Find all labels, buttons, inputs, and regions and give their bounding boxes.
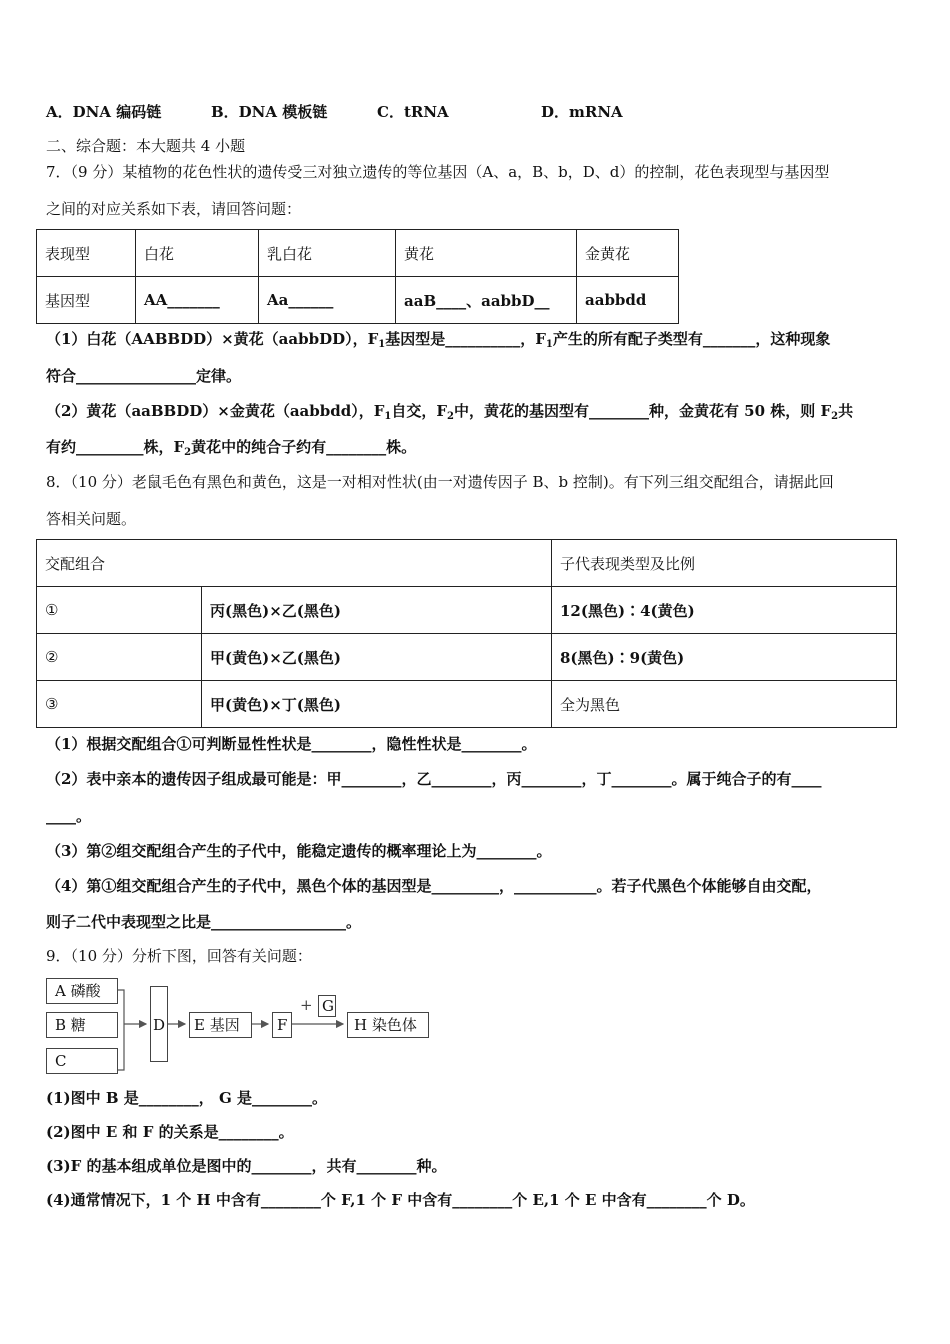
node-e: E 基因	[189, 1012, 252, 1038]
table-cell: 金黄花	[577, 230, 679, 277]
table-row	[37, 681, 897, 728]
q8-part3: （3）第②组交配组合产生的子代中，能稳定遗传的概率理论上为________。	[46, 842, 552, 860]
table-row	[37, 634, 897, 681]
table-row	[37, 587, 897, 634]
brace-line	[118, 990, 124, 1070]
q7-part2-line2: 有约_________株，$F_2$黄花中的纯合子约有________株。	[46, 438, 417, 458]
table-cell: 甲(黄色)×乙(黑色)	[202, 634, 552, 681]
table-cell: 全为黑色	[552, 681, 897, 728]
option-c: C．tRNA	[377, 103, 449, 121]
table-cell: 白花	[136, 230, 259, 277]
table-row	[37, 230, 679, 277]
table-cell: aaB____、aabbD__	[396, 277, 577, 324]
table-cell: 基因型	[37, 277, 136, 324]
section-heading: 二、综合题：本大题共 4 小题	[46, 137, 246, 155]
table-cell: ②	[37, 634, 202, 681]
table-cell: 8(黑色)∶9(黄色)	[552, 634, 897, 681]
q7-table	[36, 229, 679, 324]
table-cell: 黄花	[396, 230, 577, 277]
q8-part2-line1: （2）表中亲本的遗传因子组成最可能是：甲________，乙________，丙________，丁________。属于纯合子的有____	[46, 770, 822, 788]
node-f: F	[272, 1012, 292, 1038]
table-cell: ③	[37, 681, 202, 728]
q8-table	[36, 539, 897, 728]
node-g: G	[318, 995, 336, 1017]
table-cell: 丙(黑色)×乙(黑色)	[202, 587, 552, 634]
q9-part3: (3)F 的基本组成单位是图中的________，共有________种。	[46, 1157, 447, 1175]
option-d: D．mRNA	[541, 103, 623, 121]
table-cell: 甲(黄色)×丁(黑色)	[202, 681, 552, 728]
q7-part1-line1: （1）白花（AABBDD）×黄花（aabbDD），$F_1$基因型是__________，$F_1$产生的所有配子类型有_______，这种现象	[46, 330, 831, 350]
q8-part4-line2: 则子二代中表现型之比是__________________。	[46, 913, 362, 931]
q7-part2-line1: （2）黄花（aaBBDD）×金黄花（aabbdd），$F_1$自交，$F_2$中，黄花的基因型有________种，金黄花有 50 株，则 $F_2$共	[46, 402, 854, 422]
q8-intro-1: 8．（10 分）老鼠毛色有黑色和黄色，这是一对相对性状(由一对遗传因子 B、b 控制)。有下列三组交配组合，请据此回	[46, 473, 834, 491]
q9-part4: (4)通常情况下，1 个 H 中含有________个 F,1 个 F 中含有________个 E,1 个 E 中含有________个 D。	[46, 1191, 755, 1209]
node-h: H 染色体	[347, 1012, 429, 1038]
node-c: C	[46, 1048, 118, 1074]
q8-part2-line2: ____。	[46, 807, 92, 825]
table-cell: Aa______	[259, 277, 396, 324]
plus-sign: +	[300, 996, 313, 1014]
node-d: D	[150, 986, 168, 1062]
q8-part1: （1）根据交配组合①可判断显性性状是________，隐性性状是________。	[46, 735, 537, 753]
q9-part2: (2)图中 E 和 F 的关系是________。	[46, 1123, 294, 1141]
table-cell: 表现型	[37, 230, 136, 277]
q9-intro: 9．（10 分）分析下图，回答有关问题：	[46, 947, 312, 965]
table-cell: AA_______	[136, 277, 259, 324]
node-a: A 磷酸	[46, 978, 118, 1004]
table-cell: 交配组合	[37, 540, 552, 587]
table-cell: aabbdd	[577, 277, 679, 324]
node-b: B 糖	[46, 1012, 118, 1038]
table-cell: 子代表现类型及比例	[552, 540, 897, 587]
q7-part1-line2: 符合________________定律。	[46, 367, 242, 385]
option-a: A．DNA 编码链	[46, 103, 162, 121]
table-row	[37, 277, 679, 324]
q8-intro-2: 答相关问题。	[46, 510, 137, 528]
option-b: B．DNA 模板链	[211, 103, 328, 121]
q8-part4-line1: （4）第①组交配组合产生的子代中，黑色个体的基因型是_________，___________。若子代黑色个体能够自由交配，	[46, 877, 822, 895]
table-cell: 乳白花	[259, 230, 396, 277]
table-cell: ①	[37, 587, 202, 634]
q7-intro-2: 之间的对应关系如下表，请回答问题：	[46, 200, 302, 218]
table-row	[37, 540, 897, 587]
q9-part1: (1)图中 B 是________， G 是________。	[46, 1089, 328, 1107]
q7-intro-1: 7．（9 分）某植物的花色性状的遗传受三对独立遗传的等位基因（A、a，B、b，D、d）的控制，花色表现型与基因型	[46, 163, 830, 181]
table-cell: 12(黑色)∶4(黄色)	[552, 587, 897, 634]
